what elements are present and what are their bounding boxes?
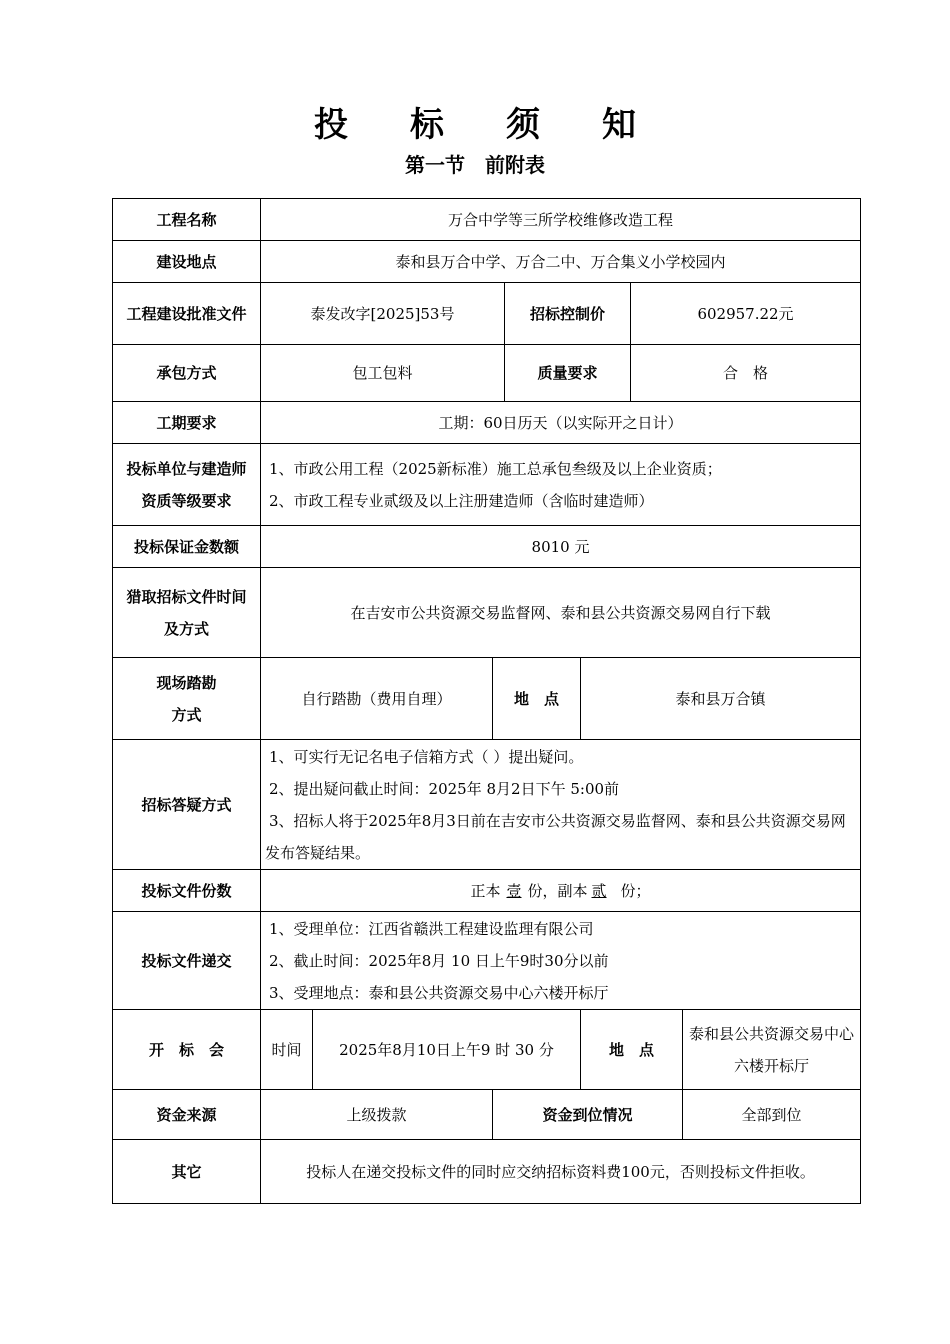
table-row — [113, 740, 861, 870]
obtain-documents-method: 在吉安市公共资源交易监督网、泰和县公共资源交易网自行下载 — [261, 568, 861, 658]
original-count: 壹 — [506, 881, 522, 900]
row-label: 地 点 — [581, 1010, 683, 1090]
label-line: 及方式 — [163, 619, 209, 638]
row-label: 其它 — [113, 1140, 261, 1204]
label-line: 投标单位与建造师 — [126, 459, 247, 478]
table-row — [113, 345, 861, 402]
project-site: 泰和县万合中学、万合二中、万合集义小学校园内 — [261, 241, 861, 283]
copies-text: 份，副本 — [527, 881, 588, 900]
row-label: 投标保证金数额 — [113, 526, 261, 568]
list-item: 2、截止时间：2025年8月 10 日上午9时30分以前 — [269, 951, 609, 970]
fund-source: 上级拨款 — [261, 1090, 493, 1140]
row-label: 投标文件份数 — [113, 870, 261, 912]
bid-submission — [261, 912, 861, 1010]
row-label: 建设地点 — [113, 241, 261, 283]
table-row — [113, 1010, 861, 1090]
opening-time-label: 时间 — [261, 1010, 313, 1090]
section-number: 第一节 — [405, 153, 465, 177]
list-item: 3、受理地点：泰和县公共资源交易中心六楼开标厅 — [269, 983, 609, 1002]
row-label: 质量要求 — [505, 345, 631, 402]
row-label: 招标控制价 — [505, 283, 631, 345]
row-label: 地 点 — [493, 658, 581, 740]
project-name: 万合中学等三所学校维修改造工程 — [261, 199, 861, 241]
list-item: 3、招标人将于2025年8月3日前在吉安市公共资源交易监督网、泰和县公共资源交易网发布答疑结果。 — [265, 811, 846, 862]
row-label: 工程名称 — [113, 199, 261, 241]
site-survey-method: 自行踏勘（费用自理） — [261, 658, 493, 740]
label-line: 现场踏勘 — [156, 673, 217, 692]
row-label: 资金来源 — [113, 1090, 261, 1140]
list-item: 1、受理单位：江西省赣洪工程建设监理有限公司 — [269, 919, 594, 938]
label-line: 猎取招标文件时间 — [126, 587, 247, 606]
list-item: 2、市政工程专业贰级及以上注册建造师（含临时建造师） — [269, 491, 654, 510]
row-label: 资金到位情况 — [493, 1090, 683, 1140]
qualification-requirements — [261, 444, 861, 526]
row-label: 招标答疑方式 — [113, 740, 261, 870]
table-row — [113, 526, 861, 568]
quality-requirement: 合 格 — [631, 345, 861, 402]
duplicate-count: 贰 — [591, 881, 607, 900]
row-label — [113, 444, 261, 526]
bid-control-price: 602957.22元 — [631, 283, 861, 345]
row-label — [113, 658, 261, 740]
opening-location — [683, 1010, 861, 1090]
other-notes: 投标人在递交投标文件的同时应交纳招标资料费100元，否则投标文件拒收。 — [261, 1140, 861, 1204]
row-label: 投标文件递交 — [113, 912, 261, 1010]
section-heading — [0, 150, 950, 180]
table-row — [113, 568, 861, 658]
opening-time: 2025年8月10日上午9 时 30 分 — [313, 1010, 581, 1090]
copies-text: 份； — [620, 881, 651, 900]
table-row — [113, 283, 861, 345]
front-attachment-table — [112, 198, 861, 1204]
bid-bond-amount: 8010 元 — [261, 526, 861, 568]
copies-text: 正本 — [470, 881, 501, 900]
table-row — [113, 1090, 861, 1140]
table-row — [113, 241, 861, 283]
table-row — [113, 658, 861, 740]
row-label: 工程建设批准文件 — [113, 283, 261, 345]
location-line: 六楼开标厅 — [734, 1056, 810, 1075]
row-label: 开 标 会 — [113, 1010, 261, 1090]
table-row — [113, 1140, 861, 1204]
construction-period: 工期：60日历天（以实际开之日计） — [261, 402, 861, 444]
table-row — [113, 444, 861, 526]
document-title: 投标须知 — [314, 105, 698, 145]
table-row — [113, 199, 861, 241]
bid-copies — [261, 870, 861, 912]
list-item: 1、市政公用工程（2025新标准）施工总承包叁级及以上企业资质； — [269, 459, 722, 478]
section-name: 前附表 — [485, 153, 545, 177]
label-line: 资质等级要求 — [141, 491, 232, 510]
list-item: 2、提出疑问截止时间：2025年 8月2日下午 5:00前 — [269, 779, 620, 798]
label-line: 方式 — [171, 705, 202, 724]
table-row — [113, 402, 861, 444]
table-row — [113, 870, 861, 912]
row-label — [113, 568, 261, 658]
location-line: 泰和县公共资源交易中心 — [689, 1024, 855, 1043]
row-label: 工期要求 — [113, 402, 261, 444]
fund-availability: 全部到位 — [683, 1090, 861, 1140]
table-row — [113, 912, 861, 1010]
contract-mode: 包工包料 — [261, 345, 505, 402]
approval-document: 泰发改字[2025]53号 — [261, 283, 505, 345]
list-item: 1、可实行无记名电子信箱方式（ ）提出疑问。 — [269, 747, 584, 766]
row-label: 承包方式 — [113, 345, 261, 402]
qa-method — [261, 740, 861, 870]
survey-location: 泰和县万合镇 — [581, 658, 861, 740]
